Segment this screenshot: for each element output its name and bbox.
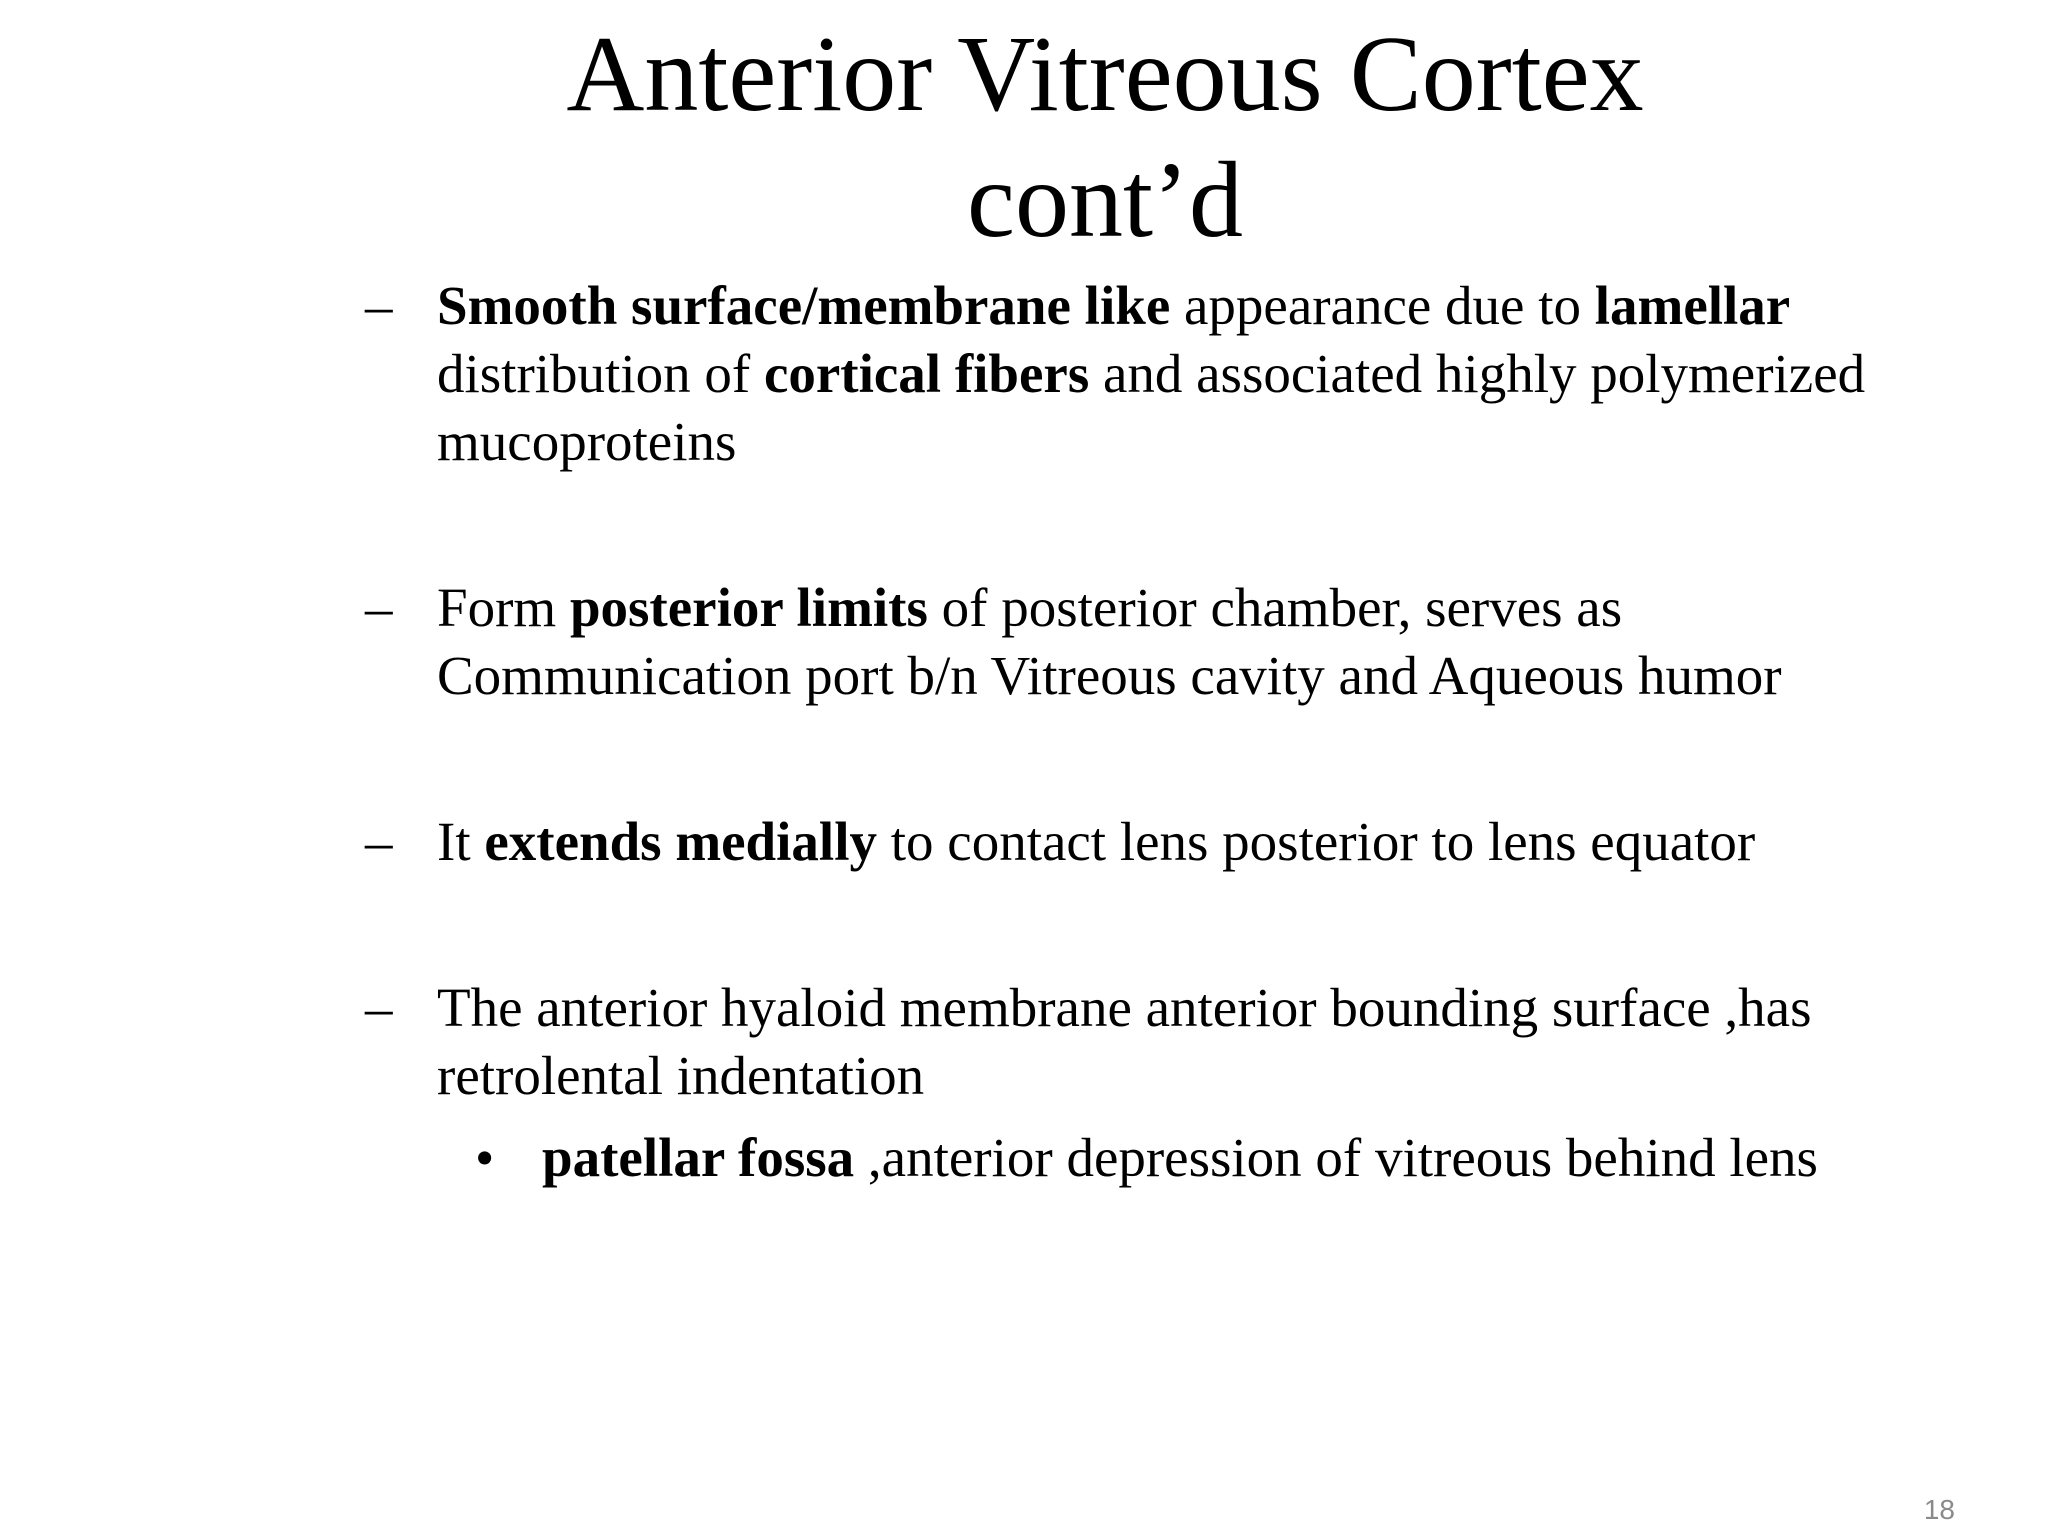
bold-text: lamellar bbox=[1594, 275, 1791, 336]
dash-marker: – bbox=[365, 811, 393, 872]
text: ,anterior depression of vitreous behind lens bbox=[854, 1127, 1818, 1188]
title-line-1: Anterior Vitreous Cortex bbox=[566, 15, 1644, 134]
bullet-item-anterior-hyaloid bbox=[365, 974, 1925, 1110]
title-line-2: cont’d bbox=[967, 141, 1243, 260]
text: to contact lens posterior to lens equator bbox=[877, 811, 1756, 872]
bold-text: extends medially bbox=[484, 811, 877, 872]
bullet-item-smooth-surface bbox=[365, 272, 1925, 476]
bullet-item-extends-medially bbox=[365, 808, 1925, 876]
text: and associated highly polymerized mucoproteins bbox=[437, 343, 1866, 472]
bullet-list bbox=[365, 272, 1925, 1192]
bold-text: posterior limits bbox=[569, 577, 928, 638]
dash-marker: – bbox=[365, 977, 393, 1038]
text: The anterior hyaloid membrane anterior bounding surface ,has retrolental indentation bbox=[437, 977, 1812, 1106]
bold-text: Smooth surface/membrane like bbox=[437, 275, 1171, 336]
text: appearance due to bbox=[1170, 275, 1595, 336]
dash-marker: – bbox=[365, 577, 393, 638]
text: It bbox=[437, 811, 485, 872]
sub-bullet-patellar-fossa bbox=[365, 1124, 1925, 1192]
text: Form bbox=[437, 577, 570, 638]
text: distribution of bbox=[437, 343, 764, 404]
page-number: 18 bbox=[1923, 1494, 1955, 1525]
bold-text: patellar fossa bbox=[542, 1127, 855, 1188]
dot-marker: • bbox=[475, 1127, 495, 1188]
text: of posterior chamber, serves as Communication port b/n Vitreous cavity and Aqueous humor bbox=[437, 577, 1782, 706]
bold-text: cortical fibers bbox=[763, 343, 1090, 404]
bullet-item-posterior-limits bbox=[365, 574, 1925, 710]
dash-marker: – bbox=[365, 275, 393, 336]
slide-title bbox=[380, 12, 1830, 264]
